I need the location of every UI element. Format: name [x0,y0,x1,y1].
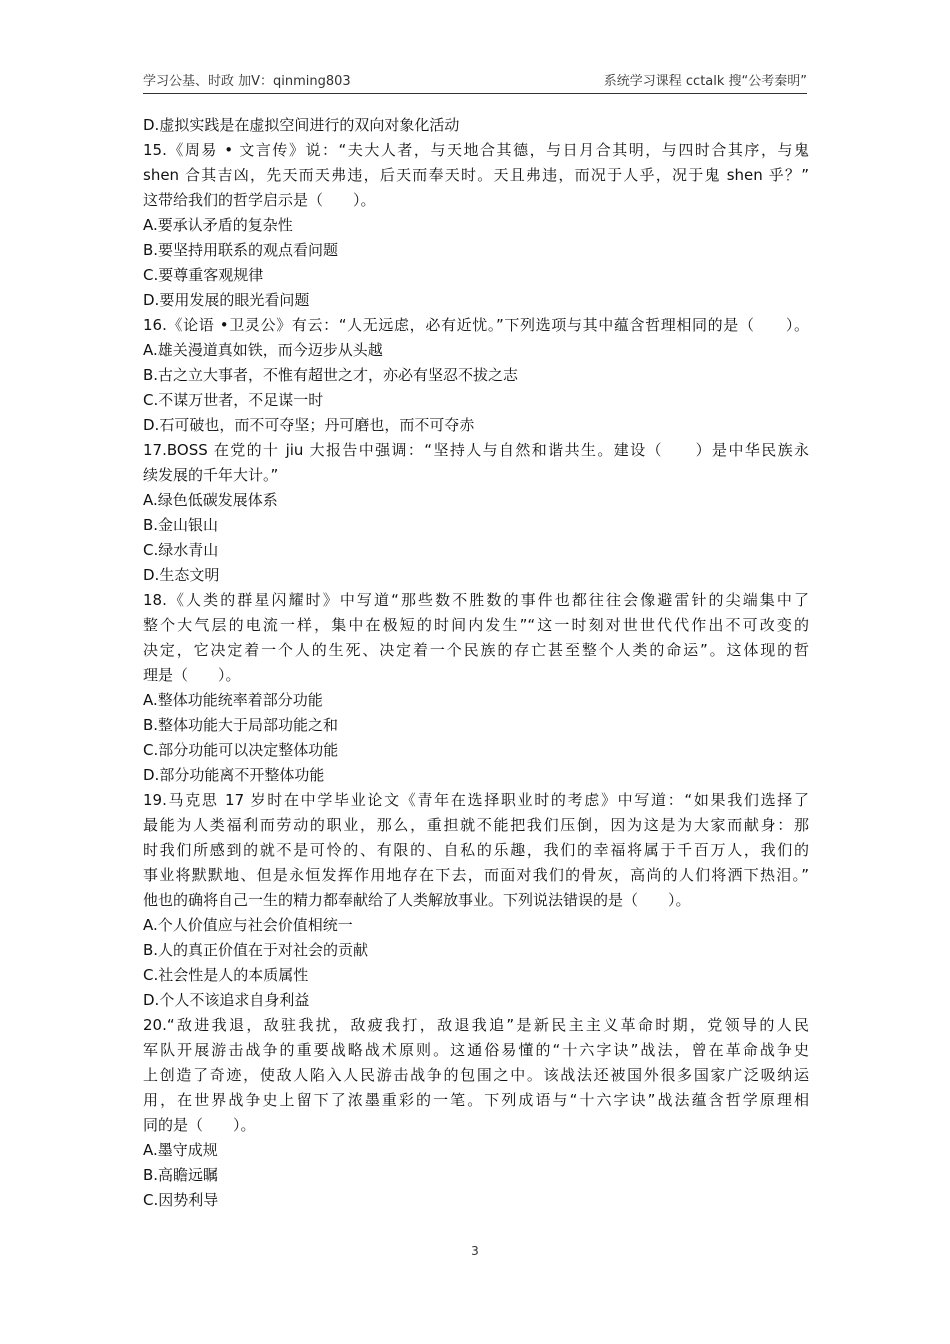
option-line: D.要用发展的眼光看问题 [143,291,310,309]
question-18-line: 理是（ ）。 [143,666,241,684]
option-line: C.绿水青山 [143,541,219,559]
question-20-line: 同的是（ ）。 [143,1116,256,1134]
question-20-line: 20.“敌进我退，敌驻我扰，敌疲我打，敌退我追”是新民主主义革命时期，党领导的人民 [143,1016,809,1034]
option-line: A.绿色低碳发展体系 [143,491,278,509]
question-15-line: shen 合其吉凶，先天而天弗违，后天而奉天时。天且弗违，而况于人乎，况于鬼 shen 乎？” [143,166,809,184]
option-line: C.不谋万世者，不足谋一时 [143,391,324,409]
option-line: B.古之立大事者，不惟有超世之才，亦必有坚忍不拔之志 [143,366,519,384]
question-content [143,113,809,1213]
question-16-line: 16.《论语 •卫灵公》有云：“人无远虑，必有近忧。”下列选项与其中蕴含哲理相同的是（ ）。 [143,316,809,334]
option-line: A.雄关漫道真如铁，而今迈步从头越 [143,341,383,359]
option-line: B.要坚持用联系的观点看问题 [143,241,339,259]
option-line: C.社会性是人的本质属性 [143,966,309,984]
option-line: A.要承认矛盾的复杂性 [143,216,293,234]
option-line: A.个人价值应与社会价值相统一 [143,916,353,934]
option-line: A.墨守成规 [143,1141,218,1159]
question-19-line: 时我们所感到的就不是可怜的、有限的、自私的乐趣，我们的幸福将属于千百万人，我们的 [143,841,809,859]
page-number: 3 [471,1244,479,1258]
header-left-text: 学习公基、时政 加V：qinming803 [143,74,351,89]
question-17-line: 续发展的千年大计。” [143,466,279,484]
page-header [143,67,807,94]
question-18-line: 整个大气层的电流一样，集中在极短的时间内发生”“这一时刻对世世代代作出不可改变的 [143,616,809,634]
question-15-line: 这带给我们的哲学启示是（ ）。 [143,191,376,209]
question-19-line: 最能为人类福利而劳动的职业，那么，重担就不能把我们压倒，因为这是为大家而献身：那 [143,816,809,834]
option-line: B.整体功能大于局部功能之和 [143,716,339,734]
question-19-line: 事业将默默地、但是永恒发挥作用地存在下去，而面对我们的骨灰，高尚的人们将洒下热泪。” [143,866,809,884]
question-19-line: 他也的确将自己一生的精力都奉献给了人类解放事业。下列说法错误的是（ ）。 [143,891,691,909]
question-17-line: 17.BOSS 在党的十 jiu 大报告中强调：“坚持人与自然和谐共生。建设（ ）是中华民族永 [143,441,809,459]
question-18-line: 18.《人类的群星闪耀时》中写道“那些数不胜数的事件也都往往会像避雷针的尖端集中了 [143,591,809,609]
question-15-line: 15.《周易 • 文言传》说：“夫大人者，与天地合其德，与日月合其明，与四时合其序，与鬼 [143,141,809,159]
option-line: D.部分功能离不开整体功能 [143,766,325,784]
question-20-line: 上创造了奇迹，使敌人陷入人民游击战争的包围之中。该战法还被国外很多国家广泛吸纳运 [143,1066,809,1084]
question-20-line: 军队开展游击战争的重要战略战术原则。这通俗易懂的“十六字诀”战法，曾在革命战争史 [143,1041,809,1059]
option-line: D.生态文明 [143,566,220,584]
question-19-line: 19.马克思 17 岁时在中学毕业论文《青年在选择职业时的考虑》中写道：“如果我们选择了 [143,791,809,809]
question-18-line: 决定，它决定着一个人的生死、决定着一个民族的存亡甚至整个人类的命运”。这体现的哲 [143,641,809,659]
option-line: C.因势利导 [143,1191,219,1209]
option-line: B.金山银山 [143,516,219,534]
header-right-text: 系统学习课程 cctalk 搜“公考秦明” [603,74,807,89]
option-line: B.人的真正价值在于对社会的贡献 [143,941,369,959]
option-line: D.个人不该追求自身利益 [143,991,310,1009]
question-20-line: 用，在世界战争史上留下了浓墨重彩的一笔。下列成语与“十六字诀”战法蕴含哲学原理相 [143,1091,809,1109]
option-line: C.部分功能可以决定整体功能 [143,741,339,759]
option-line: A.整体功能统率着部分功能 [143,691,323,709]
option-line: D.石可破也，而不可夺坚；丹可磨也，而不可夺赤 [143,416,475,434]
option-line: D.虚拟实践是在虚拟空间进行的双向对象化活动 [143,116,460,134]
option-line: B.高瞻远瞩 [143,1166,219,1184]
option-line: C.要尊重客观规律 [143,266,264,284]
